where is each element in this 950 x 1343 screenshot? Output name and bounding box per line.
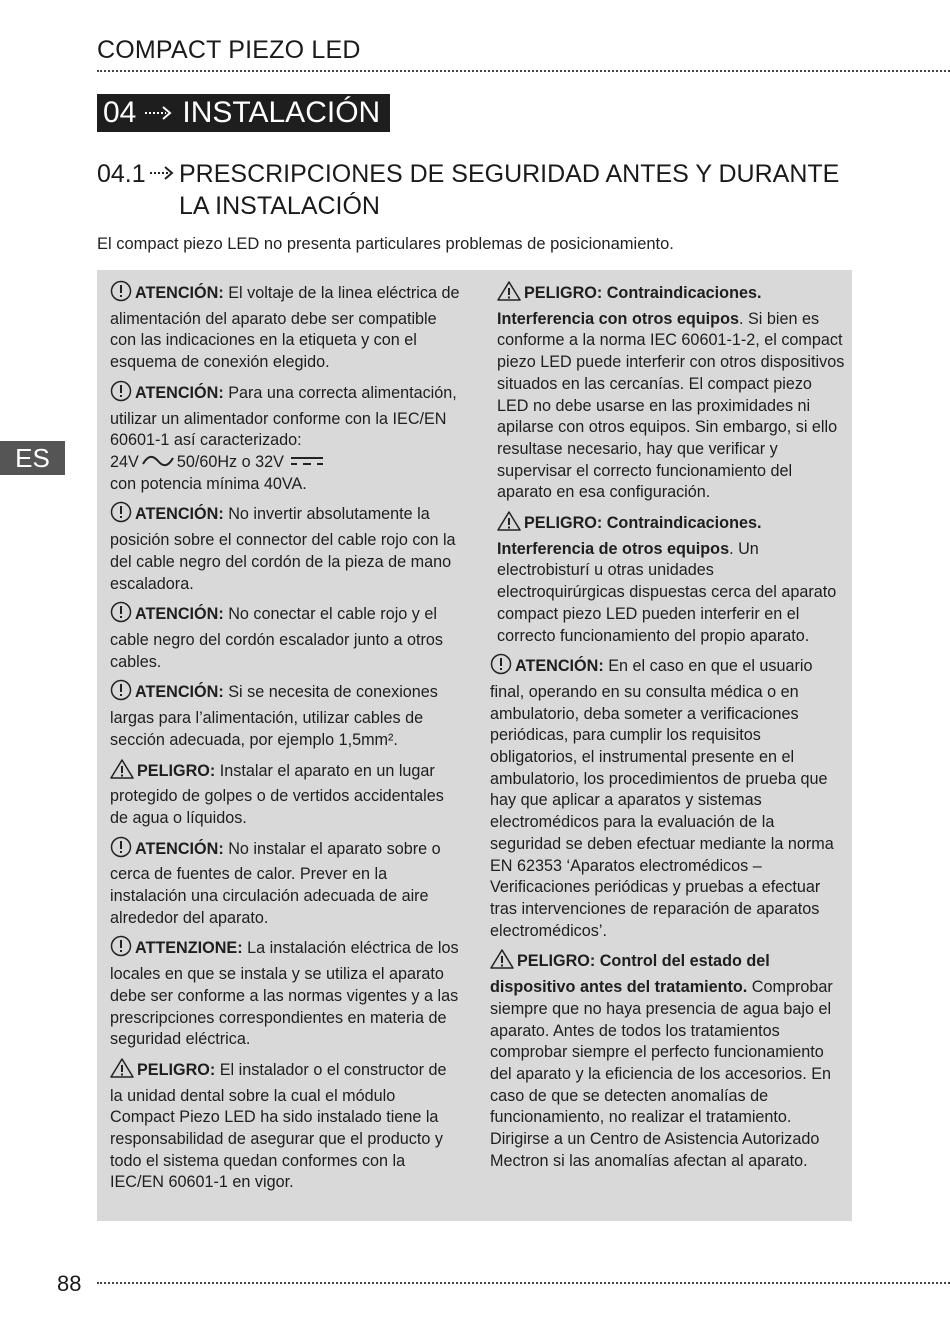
note-label: ATENCIÓN: [135, 839, 224, 858]
note-text: Si se necesita de conexiones largas para l’alimentación, utilizar cables de sección adecuada, por ejemplo 1,5mm². [110, 683, 438, 749]
attention-icon [110, 679, 132, 708]
note-text: No instalar el aparato sobre o cerca de fuentes de calor. Prever en la instalación una circulación adecuada de aire alrededor del aparato. [110, 839, 441, 927]
note-danger [490, 948, 845, 1172]
ac-symbol-icon [142, 452, 174, 474]
note-text: En el caso en que el usuario final, operando en su consulta médica o en ambulatorio, deba someter a verificaciones periódicas, para cumplir los requisitos obligatorios, el instrumental presente en el ambulatorio, los procedimientos de prueba que hay que aplicar a aparatos y sistemas electromédicos para la evaluación de la seguridad se deben efectuar mediante la norma EN 62353 ‘Aparatos electromédicos – Verificaciones periódicas y pruebas a efectuar tras intervenciones de reparación de aparatos electromédicos’. [490, 657, 834, 940]
supply-power: con potencia mínima 40VA. [110, 474, 307, 493]
note-label: ATENCIÓN: [515, 657, 604, 676]
note-danger [110, 758, 460, 830]
note-label: PELIGRO: [137, 761, 216, 780]
note-text: Instalar el aparato en un lugar protegido de golpes o de vertidos accidentales de agua o líquidos. [110, 761, 444, 827]
warning-icon [497, 510, 521, 539]
section-title-line1: PRESCRIPCIONES DE SEGURIDAD ANTES Y DURANTE [179, 160, 840, 188]
note-label: PELIGRO: [137, 1060, 216, 1079]
attention-icon [490, 653, 512, 682]
dotted-arrow-icon [144, 96, 174, 130]
note-attention [490, 653, 845, 942]
note-attention [110, 935, 460, 1051]
page-number: 88 [57, 1271, 82, 1296]
note-label: ATENCIÓN: [135, 284, 224, 302]
intro-text: El compact piezo LED no presenta particulares problemas de posicionamiento. [97, 235, 674, 253]
note-text: El instalador o el constructor de la unidad dental sobre la cual el módulo Compact Piezo LED ha sido instalado tiene la responsabilidad de asegurar que el producto y todo el sistema quedan conformes con la IEC/EN 60601-1 en vigor. [110, 1060, 447, 1192]
attention-icon [110, 380, 132, 409]
language-tab: ES [0, 441, 65, 475]
chapter-heading [97, 94, 390, 132]
section-title-line2: LA INSTALACIÓN [179, 192, 380, 220]
note-attention [110, 679, 460, 751]
note-label: PELIGRO: Control del estado del dispositivo antes del tratamiento. [490, 952, 770, 997]
footer-divider [97, 1282, 950, 1284]
note-label: ATENCIÓN: [135, 505, 224, 524]
header-title: COMPACT PIEZO LED [97, 36, 361, 64]
note-text: La instalación eléctrica de los locales en que se instala y se utiliza el aparato debe ser conforme a las normas vigentes y a las prescripciones correspondientes en materia de seguridad eléctrica. [110, 939, 459, 1049]
warning-icon [497, 280, 521, 309]
note-label: ATENCIÓN: [135, 605, 224, 624]
note-attention [110, 280, 460, 374]
section-number: 04.1 [97, 160, 146, 188]
note-danger [490, 280, 845, 504]
supply-voltage-ac: 24V [110, 453, 139, 472]
attention-icon [110, 280, 132, 309]
note-attention [110, 380, 460, 496]
header-divider [97, 70, 950, 72]
warning-icon [110, 758, 134, 787]
attention-icon [110, 601, 132, 630]
note-text: . Si bien es conforme a la norma IEC 60601-1-2, el compact piezo LED puede interferir con otros dispositivos situados en las cercanías. El compact piezo LED no debe usarse en las proximidades ni apilarse con otros equipos. Sin embargo, si ello resultase necesario, hay que verificar y supervisar el correcto funcionamiento del aparato en esa configuración. [497, 309, 845, 502]
section-title [97, 158, 857, 222]
note-attention [110, 601, 460, 673]
note-label: ATTENZIONE: [135, 939, 243, 958]
safety-panel [97, 270, 852, 1221]
note-danger [110, 1057, 460, 1194]
warning-icon [490, 948, 514, 977]
right-column [490, 280, 845, 1178]
chapter-number: 04 [103, 96, 137, 129]
note-text: El voltaje de la linea eléctrica de alimentación del aparato debe ser compatible con las indicaciones en la etiqueta y con el esquema de conexión elegido. [110, 284, 460, 372]
note-label: ATENCIÓN: [135, 383, 224, 402]
note-text: Para una correcta alimentación, utilizar un alimentador conforme con la IEC/EN 60601-1 así caracterizado: [110, 383, 457, 450]
note-text: Comprobar siempre que no haya presencia de agua bajo el aparato. Antes de todos los tratamientos comprobar siempre el perfecto funcionamiento del aparato y la eficiencia de los accesorios. En caso de que se detecten anomalías de funcionamiento, no realizar el tratamiento. Dirigirse a un Centro de Asistencia Autorizado Mectron si las anomalías afectan al aparato. [490, 978, 833, 1170]
note-attention [110, 836, 460, 930]
attention-icon [110, 501, 132, 530]
dc-symbol-icon [290, 452, 324, 474]
chapter-title: INSTALACIÓN [182, 96, 381, 129]
attention-icon [110, 935, 132, 964]
note-text: No conectar el cable rojo y el cable negro del cordón escalador junto a otros cables. [110, 605, 443, 671]
dotted-arrow-icon [149, 158, 175, 190]
left-column [110, 280, 460, 1200]
note-danger [490, 510, 845, 647]
warning-icon [110, 1057, 134, 1086]
note-text: . Un electrobisturí u otras unidades electroquirúrgicas dispuestas cerca del aparato compact piezo LED pueden interferir en el correcto funcionamiento del propio aparato. [497, 539, 837, 645]
note-label: PELIGRO: Contraindicaciones. Interferencia de otros equipos [497, 514, 762, 558]
note-attention [110, 501, 460, 595]
attention-icon [110, 836, 132, 865]
note-label: PELIGRO: Contraindicaciones. Interferencia con otros equipos [497, 284, 762, 328]
supply-voltage-dc: 50/60Hz o 32V [176, 453, 284, 472]
note-text: No invertir absolutamente la posición sobre el connector del cable rojo con la del cable negro del cordón de la pieza de mano escaladora. [110, 505, 456, 593]
note-label: ATENCIÓN: [135, 683, 224, 702]
